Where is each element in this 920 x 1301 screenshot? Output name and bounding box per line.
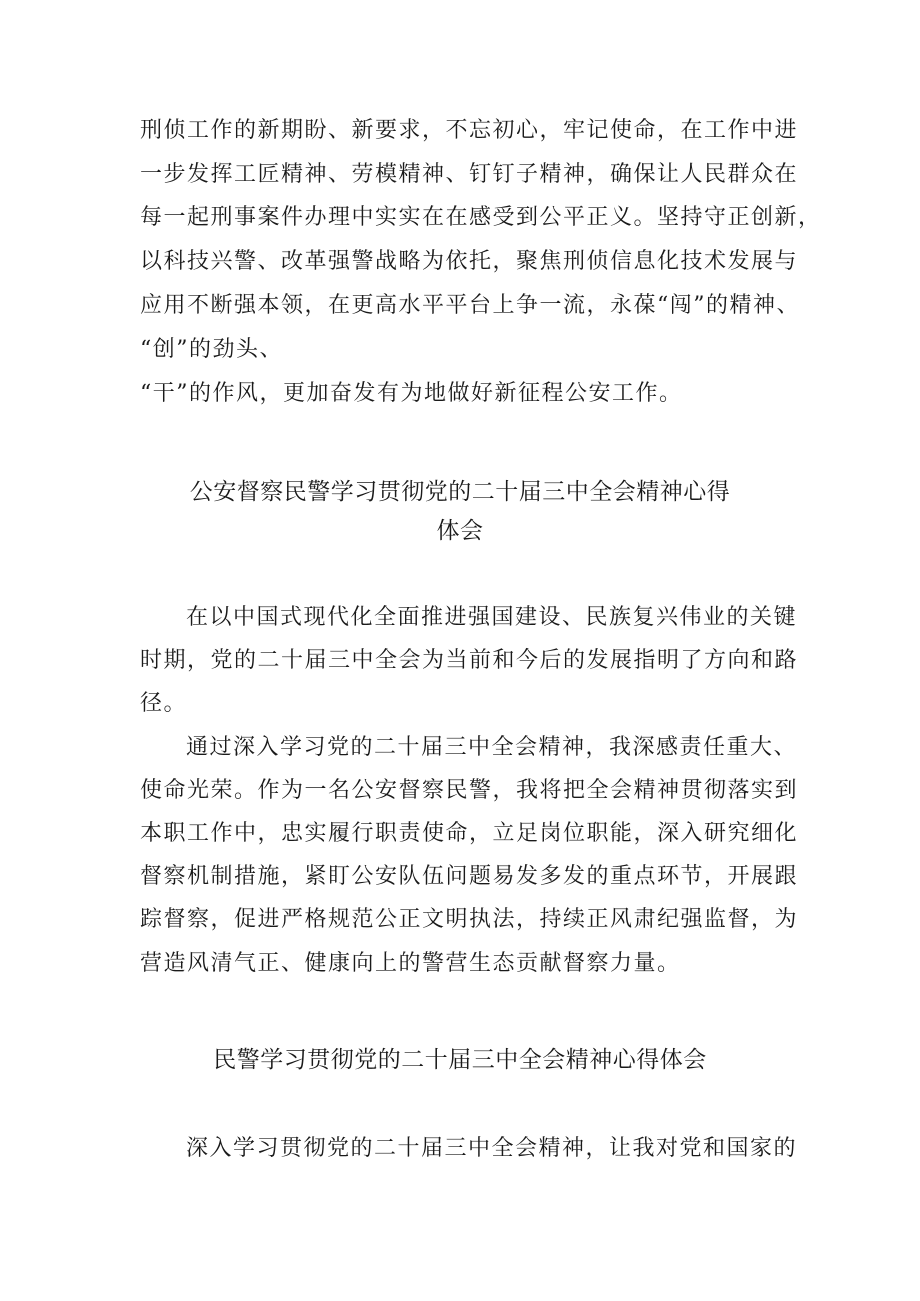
intro-line: “干”的作风，更加奋发有为地做好新征程公安工作。 <box>140 381 683 406</box>
section1-title-line: 公安督察民警学习贯彻党的二十届三中全会精神心得 <box>189 479 731 505</box>
intro-line: 以科技兴警、改革强警战略为依托，聚焦刑侦信息化技术发展与 <box>140 249 799 274</box>
intro-line: 应用不断强本领，在更高水平平台上争一流，永葆“闯”的精神、 <box>140 293 800 318</box>
intro-line: 每一起刑事案件办理中实实在在感受到公平正义。坚持守正创新， <box>140 205 822 230</box>
paragraph-line: 径。 <box>140 691 188 716</box>
paragraph-line: 通过深入学习党的二十届三中全会精神，我深感责任重大、 <box>186 735 798 760</box>
paragraph-line: 时期，党的二十届三中全会为当前和今后的发展指明了方向和路 <box>140 648 799 673</box>
intro-line: 刑侦工作的新期盼、新要求，不忘初心，牢记使命，在工作中进 <box>140 118 799 143</box>
paragraph-line: 踪督察，促进严格规范公正文明执法，持续正风肃纪强监督，为 <box>140 907 799 932</box>
paragraph-line: 本职工作中，忠实履行职责使命，立足岗位职能，深入研究细化 <box>140 821 799 846</box>
paragraph-line: 督察机制措施，紧盯公安队伍问题易发多发的重点环节，开展跟 <box>140 864 799 889</box>
paragraph-line: 使命光荣。作为一名公安督察民警，我将把全会精神贯彻落实到 <box>140 778 799 803</box>
paragraph-line: 营造风清气正、健康向上的警营生态贡献督察力量。 <box>140 951 681 976</box>
intro-line: “创”的劲头、 <box>140 337 283 362</box>
section2-title: 民警学习贯彻党的二十届三中全会精神心得体会 <box>213 1047 707 1073</box>
intro-line: 一步发挥工匠精神、劳模精神、钉钉子精神，确保让人民群众在 <box>140 162 799 187</box>
paragraph-line: 深入学习贯彻党的二十届三中全会精神，让我对党和国家的 <box>186 1136 798 1161</box>
paragraph-line: 在以中国式现代化全面推进强国建设、民族复兴伟业的关键 <box>186 605 798 630</box>
section1-title-line: 体会 <box>436 518 484 544</box>
